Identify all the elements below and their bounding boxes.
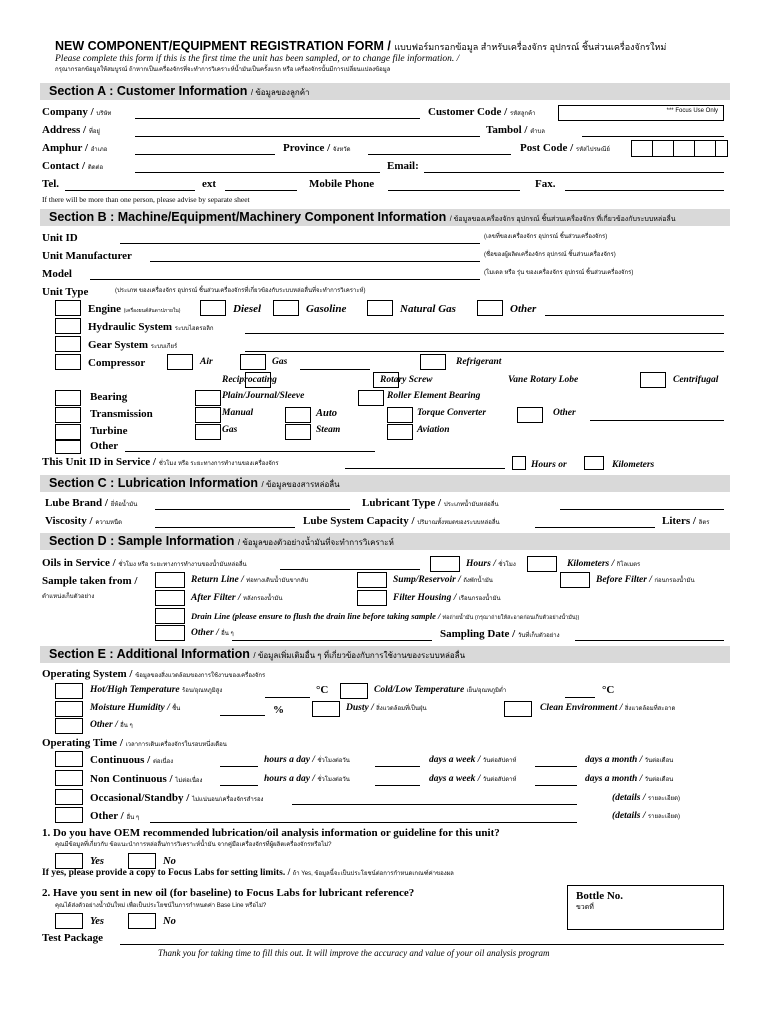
cold-checkbox[interactable] <box>340 683 368 699</box>
question-2: 2. Have you sent in new oil (for baseline) to Focus Labs for lubricant reference? <box>42 887 415 899</box>
oils-in-service-field[interactable] <box>280 569 420 570</box>
moisture-checkbox[interactable] <box>55 701 83 717</box>
centrifugal-checkbox[interactable] <box>640 372 666 388</box>
diesel-label: Diesel <box>233 303 262 315</box>
op-system-label: Operating System / ข้อมูลของสิ่งแวดล้อมของการใช้งานของเครื่องจักร <box>42 668 266 680</box>
vane-rotary-label: Vane Rotary Lobe <box>508 375 579 385</box>
sample-other-label: Other / อื่น ๆ <box>191 628 234 638</box>
plain-label: Plain/Journal/Sleeve <box>222 391 305 401</box>
manual-label: Manual <box>222 408 254 418</box>
viscosity-label: Viscosity / ความหนืด <box>45 515 122 527</box>
customer-code-label: Customer Code / รหัสลูกค้า <box>428 106 536 118</box>
hours-or-label: Hours or <box>531 460 567 470</box>
footer-note: Thank you for taking time to fill this out. It will improve the accuracy and value of your oil analysis program <box>158 948 550 958</box>
aviation-checkbox[interactable] <box>387 424 413 440</box>
hot-label: Hot/High Temperature ร้อน/อุณหภูมิสูง <box>90 685 223 695</box>
q1-no-checkbox[interactable] <box>128 853 156 869</box>
air-label: Air <box>200 357 213 367</box>
contact-label: Contact / ติดต่อ <box>42 160 104 172</box>
after-filter-label: After Filter / หลังกรองน้ำมัน <box>191 593 283 603</box>
noncont-days-week-label: days a week / วันต่อสัปดาห์ <box>429 774 517 784</box>
turbine-gas-label: Gas <box>222 425 238 435</box>
compressor-checkbox[interactable] <box>55 354 81 370</box>
sampling-date-label: Sampling Date / วันที่เก็บตัวอย่าง <box>440 628 560 640</box>
centrifugal-label: Centrifugal <box>673 375 719 385</box>
sump-checkbox[interactable] <box>357 572 387 588</box>
cont-days-month-field[interactable] <box>535 766 577 767</box>
email-field[interactable] <box>424 172 724 173</box>
drain-line-checkbox[interactable] <box>155 608 185 624</box>
contact-field[interactable] <box>135 172 380 173</box>
q1-follow: If yes, please provide a copy to Focus Labs for setting limits. / ถ้า Yes, ข้อมูลนี้จะเป็นประโยชน์ต่อการกำหนดเกณฑ์ค่าของผล <box>42 868 454 878</box>
comp-gas-checkbox[interactable] <box>240 354 266 370</box>
noncont-hours-field[interactable] <box>220 785 258 786</box>
sump-label: Sump/Reservoir / ถังพักน้ำมัน <box>393 575 493 585</box>
amphur-label: Amphur / อำเภอ <box>42 142 108 154</box>
manual-checkbox[interactable] <box>195 407 221 423</box>
lube-brand-field[interactable] <box>155 509 350 510</box>
steam-label: Steam <box>316 425 341 435</box>
turbine-label: Turbine <box>90 425 128 437</box>
hot-deg-c: °C <box>316 684 329 696</box>
hot-temp-field[interactable] <box>265 697 310 698</box>
fax-field[interactable] <box>565 190 724 191</box>
q2-yes-checkbox[interactable] <box>55 913 83 929</box>
hot-checkbox[interactable] <box>55 683 83 699</box>
oil-hours-label: Hours / ชั่วโมง <box>466 559 516 569</box>
reciprocating-label: Reciprocating <box>222 375 277 385</box>
trans-other-checkbox[interactable] <box>517 407 543 423</box>
mobile-field[interactable] <box>388 190 520 191</box>
trans-other-field[interactable] <box>590 420 724 421</box>
model-field[interactable] <box>90 279 480 280</box>
test-package-field[interactable] <box>120 944 724 945</box>
tambol-label: Tambol / ตำบล <box>486 124 545 136</box>
cont-days-month-label: days a month / วันต่อเดือน <box>585 755 674 765</box>
compressor-label: Compressor <box>88 357 146 369</box>
hydraulic-checkbox[interactable] <box>55 318 81 334</box>
engine-other-checkbox[interactable] <box>477 300 503 316</box>
sampling-date-field[interactable] <box>575 640 724 641</box>
refrigerant-checkbox[interactable] <box>420 354 446 370</box>
hydraulic-field[interactable] <box>245 333 724 334</box>
before-filter-label: Before Filter / ก่อนกรองน้ำมัน <box>596 575 695 585</box>
rotary-screw-label: Rotary Screw <box>380 375 433 385</box>
steam-checkbox[interactable] <box>285 424 311 440</box>
kilometers-label: Kilometers <box>612 460 655 470</box>
email-label: Email: <box>387 160 419 172</box>
sample-other-field[interactable] <box>232 640 432 641</box>
occasional-field[interactable] <box>292 804 577 805</box>
moisture-pct: % <box>273 704 284 716</box>
ext-label: ext <box>202 178 217 190</box>
company-label: Company / บริษัท <box>42 106 112 118</box>
cold-deg-c: °C <box>602 684 615 696</box>
clean-label: Clean Environment / สิ่งแวดล้อมที่สะอาด <box>540 703 676 713</box>
unit-mfr-hint: (ชื่อของผู้ผลิตเครื่องจักร อุปกรณ์ ชิ้นส่วนเครื่องจักร) <box>484 252 616 258</box>
after-filter-checkbox[interactable] <box>155 590 185 606</box>
section-a-note: If there will be more than one person, please advise by separate sheet <box>42 195 250 204</box>
oil-km-label: Kilometers / กิโลเมตร <box>567 559 641 569</box>
op-time-label: Operating Time / เวลาการเดินเครื่องจักรในรอบหนึ่งเดือน <box>42 737 227 749</box>
bottle-no-box[interactable]: Bottle No. ขวดที่ <box>567 885 724 930</box>
in-service-label: This Unit ID in Service / ชั่วโมง หรือ ระยะทางการทำงานของเครื่องจักร <box>42 456 279 468</box>
section-e-header: Section E : Additional Information / ข้อมูลเพิ่มเติมอื่น ๆ ที่เกี่ยวข้องกับการใช้งานของระบบหล่อลื่น <box>40 646 730 663</box>
post-code-label: Post Code / รหัสไปรษณีย์ <box>520 142 610 154</box>
capacity-field[interactable] <box>535 527 655 528</box>
noncont-days-month-field[interactable] <box>535 785 577 786</box>
bearing-checkbox[interactable] <box>55 390 81 406</box>
sample-from-label: Sample taken from / <box>42 575 138 587</box>
comp-gas-field[interactable] <box>300 369 370 370</box>
unit-id-hint: (เลขที่ของเครื่องจักร อุปกรณ์ ชิ้นส่วนเครื่องจักร) <box>484 234 608 240</box>
type-other-checkbox[interactable] <box>55 440 81 454</box>
env-other-checkbox[interactable] <box>55 718 83 734</box>
cont-days-week-field[interactable] <box>375 766 420 767</box>
auto-checkbox[interactable] <box>285 407 311 423</box>
section-c-header: Section C : Lubrication Information / ข้อมูลของสารหล่อลื่น <box>40 475 730 492</box>
fax-label: Fax. <box>535 178 556 190</box>
lube-brand-label: Lube Brand / ยี่ห้อน้ำมัน <box>45 497 138 509</box>
mobile-label: Mobile Phone <box>309 178 375 190</box>
bearing-label: Bearing <box>90 391 128 403</box>
address-label: Address / ที่อยู่ <box>42 124 100 136</box>
trans-other-label: Other <box>553 408 576 418</box>
liters-label: Liters / ลิตร <box>662 515 710 527</box>
occasional-details: (details / รายละเอียด) <box>612 793 680 803</box>
filter-housing-label: Filter Housing / เรือนกรองน้ำมัน <box>393 593 501 603</box>
non-continuous-label: Non Continuous / ไม่ต่อเนื่อง <box>90 773 203 785</box>
time-other-field[interactable] <box>150 822 577 823</box>
q2-yes-label: Yes <box>90 916 104 927</box>
post-code-digit-1[interactable] <box>631 140 653 157</box>
tel-label: Tel. <box>42 178 60 190</box>
question-2-th: คุณได้ส่งตัวอย่างน้ำมันใหม่ เพื่อเป็นประโยชน์ในการกำหนดค่า Base Line หรือไม่? <box>55 903 267 909</box>
engine-other-label: Other <box>510 303 537 315</box>
form-title: NEW COMPONENT/EQUIPMENT REGISTRATION FORM / แบบฟอร์มกรอกข้อมูล สำหรับเครื่องจักร อุปกรณ์ ชิ้นส่วนเครื่องจักรใหม่ <box>55 39 667 53</box>
lube-type-field[interactable] <box>560 509 724 510</box>
in-service-field[interactable] <box>345 468 505 469</box>
moisture-label: Moisture Humidity / ชื้น <box>90 703 181 713</box>
cont-days-week-label: days a week / วันต่อสัปดาห์ <box>429 755 517 765</box>
section-d-header: Section D : Sample Information / ข้อมูลของตัวอย่างน้ำมันที่จะทำการวิเคราะห์ <box>40 533 730 550</box>
viscosity-field[interactable] <box>155 527 295 528</box>
dusty-checkbox[interactable] <box>312 701 340 717</box>
model-hint: (โมเดล หรือ รุ่น ของเครื่องจักร อุปกรณ์ ชิ้นส่วนเครื่องจักร) <box>484 270 634 276</box>
plain-checkbox[interactable] <box>195 390 221 406</box>
auto-label: Auto <box>316 408 338 419</box>
noncont-days-month-label: days a month / วันต่อเดือน <box>585 774 674 784</box>
gasoline-checkbox[interactable] <box>273 300 299 316</box>
roller-label: Roller Element Bearing <box>387 391 481 401</box>
return-line-label: Return Line / ท่อทางเดินน้ำมันขากลับ <box>191 575 309 585</box>
amphur-field[interactable] <box>135 154 275 155</box>
transmission-checkbox[interactable] <box>55 407 81 423</box>
capacity-label: Lube System Capacity / ปริมาณทั้งหมดของระบบหล่อลื่น <box>303 515 500 527</box>
continuous-checkbox[interactable] <box>55 751 83 767</box>
cont-hours-label: hours a day / ชั่วโมงต่อวัน <box>264 755 350 765</box>
natural-gas-label: Natural Gas <box>400 303 456 315</box>
before-filter-checkbox[interactable] <box>560 572 590 588</box>
type-other-label: Other <box>90 440 119 452</box>
unit-id-field[interactable] <box>120 243 480 244</box>
return-line-checkbox[interactable] <box>155 572 185 588</box>
cold-label: Cold/Low Temperature เย็น/อุณหภูมิต่ำ <box>374 685 507 695</box>
turbine-checkbox[interactable] <box>55 424 81 440</box>
comp-gas-label: Gas <box>272 357 288 367</box>
hydraulic-label: Hydraulic System ระบบไฮดรอลิก <box>88 321 214 333</box>
noncont-days-week-field[interactable] <box>375 785 420 786</box>
q1-yes-checkbox[interactable] <box>55 853 83 869</box>
transmission-label: Transmission <box>90 408 153 420</box>
sample-from-th: ตำแหน่งเก็บตัวอย่าง <box>42 594 95 600</box>
roller-checkbox[interactable] <box>358 390 384 406</box>
hours-checkbox[interactable] <box>512 456 526 470</box>
post-code-digit-3[interactable] <box>673 140 695 157</box>
address-field[interactable] <box>135 136 480 137</box>
refrigerant-label: Refrigerant <box>456 357 502 367</box>
gear-checkbox[interactable] <box>55 336 81 352</box>
post-code-digit-5[interactable] <box>715 140 728 157</box>
gear-field[interactable] <box>245 351 724 352</box>
tel-field[interactable] <box>65 190 195 191</box>
oil-hours-checkbox[interactable] <box>430 556 460 572</box>
torque-label: Torque Converter <box>417 408 487 418</box>
km-checkbox[interactable] <box>584 456 604 470</box>
turbine-gas-checkbox[interactable] <box>195 424 221 440</box>
question-1: 1. Do you have OEM recommended lubrication/oil analysis information or guideline for this unit? <box>42 827 500 839</box>
section-a-header: Section A : Customer Information / ข้อมูลของลูกค้า <box>40 83 730 100</box>
post-code-digit-4[interactable] <box>694 140 716 157</box>
air-checkbox[interactable] <box>167 354 193 370</box>
moisture-field[interactable] <box>220 715 265 716</box>
oils-in-service-label: Oils in Service / ชั่วโมง หรือ ระยะทางการทำงานของน้ำมันหล่อลื่น <box>42 557 247 569</box>
torque-checkbox[interactable] <box>387 407 413 423</box>
continuous-label: Continuous / ต่อเนื่อง <box>90 754 174 766</box>
question-1-th: คุณมีข้อมูลที่เกี่ยวกับ ข้อแนะนำการหล่อลื่น/การวิเคราะห์น้ำมัน จากคู่มือเครื่องจักรที่ผู้ผลิตเครื่องจักรหรือไม่? <box>55 842 332 848</box>
filter-housing-checkbox[interactable] <box>357 590 387 606</box>
occasional-label: Occasional/Standby / ไม่แน่นอน/เครื่องจักรสำรอง <box>90 792 264 804</box>
tambol-field[interactable] <box>582 136 724 137</box>
cont-hours-field[interactable] <box>220 766 258 767</box>
non-continuous-checkbox[interactable] <box>55 770 83 786</box>
gear-label: Gear System ระบบเกียร์ <box>88 339 178 351</box>
drain-line-label: Drain Line (please ensure to flush the drain line before taking sample / ท่อถ่ายน้ำมัน (กรุณาถ่ายให้สะอาดก่อนเก็บตัวอย่างน้ำมัน)) <box>191 611 580 621</box>
unit-id-label: Unit ID <box>42 232 78 244</box>
q1-no-label: No <box>163 856 176 867</box>
noncont-hours-label: hours a day / ชั่วโมงต่อวัน <box>264 774 350 784</box>
clean-checkbox[interactable] <box>504 701 532 717</box>
env-other-label: Other / อื่น ๆ <box>90 720 133 730</box>
cold-temp-field[interactable] <box>565 697 595 698</box>
company-field[interactable] <box>135 118 420 119</box>
ext-field[interactable] <box>225 190 297 191</box>
engine-other-field[interactable] <box>545 315 724 316</box>
customer-code-field[interactable]: *** Focus Use Only <box>558 105 724 121</box>
dusty-label: Dusty / สิ่งแวดล้อมที่เป็นฝุ่น <box>346 703 427 713</box>
unit-type-label: Unit Type <box>42 286 89 298</box>
occasional-checkbox[interactable] <box>55 789 83 805</box>
engine-checkbox[interactable] <box>55 300 81 316</box>
natural-gas-checkbox[interactable] <box>367 300 393 316</box>
form-instruction: Please complete this form if this is the first time the unit has been sampled, or to change file information. / <box>55 54 460 64</box>
q1-yes-label: Yes <box>90 856 104 867</box>
unit-mfr-field[interactable] <box>150 261 480 262</box>
section-b-header: Section B : Machine/Equipment/Machinery Component Information / ข้อมูลของเครื่องจักร อุปกรณ์ ชิ้นส่วนเครื่องจักร ที่เกี่ยวข้องกับระบบหล่อลื่น <box>40 209 730 226</box>
time-other-details: (details / รายละเอียด) <box>612 811 680 821</box>
diesel-checkbox[interactable] <box>200 300 226 316</box>
gasoline-label: Gasoline <box>306 303 347 315</box>
q2-no-label: No <box>163 916 176 927</box>
type-other-field[interactable] <box>125 451 375 452</box>
time-other-label: Other / อื่น ๆ <box>90 810 140 822</box>
lube-type-label: Lubricant Type / ประเภทน้ำมันหล่อลื่น <box>362 497 499 509</box>
model-label: Model <box>42 268 72 280</box>
q2-no-checkbox[interactable] <box>128 913 156 929</box>
unit-mfr-label: Unit Manufacturer <box>42 250 132 262</box>
sample-other-checkbox[interactable] <box>155 625 185 641</box>
form-instruction-th: กรุณากรอกข้อมูลให้สมบูรณ์ ถ้าหากเป็นเครื่องจักรที่จะทำการวิเคราะห์น้ำมันเป็นครั้งแรก หรือ เครื่องจักรนั้นมีการเปลี่ยนแปลงข้อมูล <box>55 67 391 73</box>
oil-km-checkbox[interactable] <box>527 556 557 572</box>
post-code-digit-2[interactable] <box>652 140 674 157</box>
unit-type-hint: (ประเภท ของเครื่องจักร อุปกรณ์ ชิ้นส่วนเครื่องจักรที่เกี่ยวข้องกับระบบหล่อลื่นที่จะทำการวิเคราะห์) <box>115 288 366 294</box>
province-field[interactable] <box>368 154 511 155</box>
engine-label: Engine (เครื่องยนต์สันดาปภายใน) <box>88 303 181 315</box>
aviation-label: Aviation <box>417 425 450 435</box>
test-package-label: Test Package <box>42 932 104 944</box>
province-label: Province / จังหวัด <box>283 142 351 154</box>
time-other-checkbox[interactable] <box>55 807 83 823</box>
